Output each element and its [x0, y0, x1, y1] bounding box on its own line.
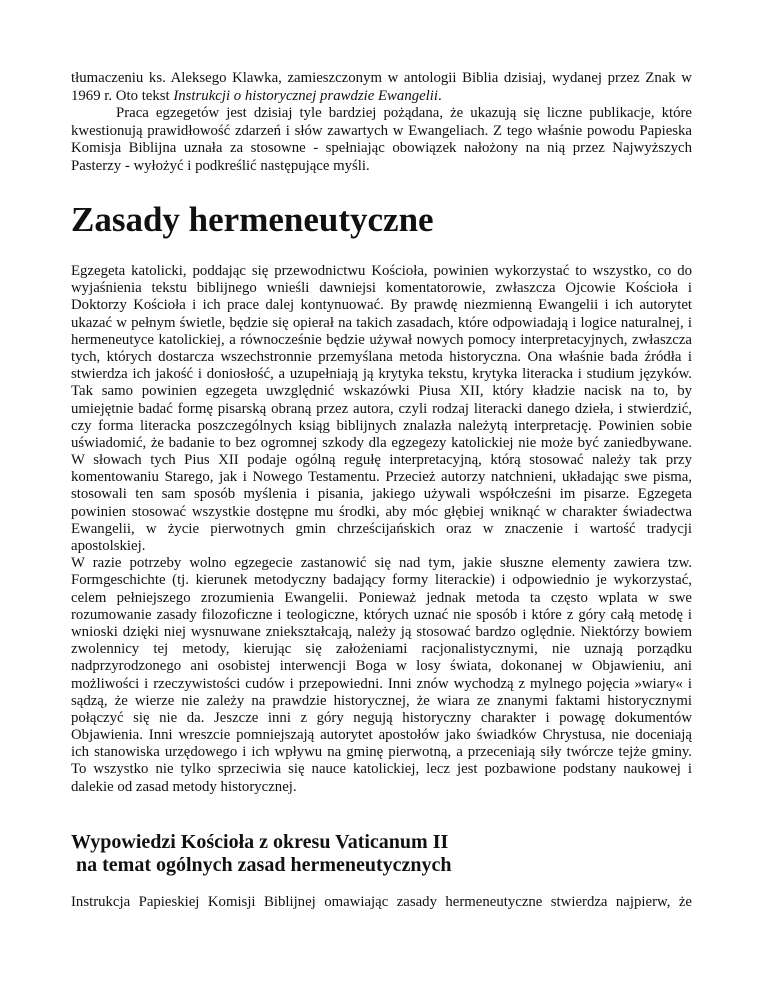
paragraph — [71, 894, 692, 911]
text-run: Tak samo powinien egzegeta uwzględnić wskazówki Piusa XII, który kładzie nacisk na to, by — [71, 383, 692, 400]
text-line — [71, 401, 692, 418]
text-line — [71, 676, 692, 693]
text-line — [71, 504, 692, 521]
text-line — [71, 158, 692, 176]
text-run: zwolennicy tej metody, kierując się założeniami racjonalistycznymi, nie uznają porządku — [71, 641, 692, 658]
text-line — [71, 555, 692, 572]
text-line — [71, 435, 692, 452]
italic-title: Instrukcji o historycznej prawdzie Ewangelii — [173, 87, 439, 104]
section-heading-zasady-hermeneutyczne: Zasady hermeneutyczne — [71, 200, 434, 239]
text-run: celem pełniejszego zrozumienia Ewangelii. Ponieważ jednak metoda ta często wplata w swe — [71, 589, 692, 606]
text-run: Komisja Biblijna uznała za stosowne - spełniając obowiązek nałożony na nią przez Najwyższych — [71, 140, 692, 157]
paragraph — [71, 555, 692, 796]
text-line — [71, 521, 692, 538]
text-line — [71, 469, 692, 486]
text-run: hermeneutyce katolickiej, a równocześnie będzie używał nowych pomocy interpretacyjnych, zwłaszcza — [71, 331, 692, 348]
text-run: stosowali ten sam sposób myślenia i pisania, jakiego używali współcześni im pisarze. Egzegeta — [71, 486, 692, 503]
text-line — [71, 710, 692, 727]
text-run: W razie potrzeby wolno egzegecie zastanowić się nad tym, jakie słuszne elementy zawiera tzw. — [71, 555, 692, 572]
text-run: To wszystko nie tylko sprzeciwia się nauce katolickiej, lecz jest pozbawione podstany naukowej i — [71, 761, 692, 778]
text-run: kwestionują prawidłowość zdarzeń i słów zawartych w Ewangeliach. Z tego właśnie powodu Papieska — [71, 122, 692, 139]
text-run: rozumowanie zasady filozoficzne i teologiczne, których uznać nie sposób i które z góry całą metodę i — [71, 606, 692, 623]
text-line — [71, 105, 692, 123]
body-section — [71, 263, 692, 796]
text-run: wnioski dzięki niej wysnuwane zniekształcają, należy ją stosować bardzo oględnie. Niektórzy bowiem — [71, 623, 692, 640]
text-line — [71, 572, 692, 589]
text-line — [71, 624, 692, 641]
text-run: 1969 r. Oto tekst — [71, 87, 174, 104]
text-line — [71, 383, 692, 400]
text-run: wyjaśnienia tekstu biblijnego wnieśli dawniejsi komentatorowie, zwłaszcza Ojcowie Kościoła i — [71, 280, 692, 297]
text-line — [71, 70, 692, 88]
text-run: Instrukcja Papieskiej Komisji Biblijnej omawiając zasady hermeneutyczne stwierdza najpierw, że — [71, 894, 692, 910]
text-line — [71, 486, 692, 503]
text-line — [71, 538, 692, 555]
text-line — [71, 693, 692, 710]
text-line — [71, 123, 692, 141]
text-line — [71, 349, 692, 366]
text-run: uświadomić, że badanie to bez ogromnej szkody dla egzegezy katolickiej nie może być zaniedbywane. — [71, 434, 692, 451]
text-line — [71, 658, 692, 675]
text-run: połączyć się nie da. Jeszcze inni z góry negują historyczny charakter i powagę dokumentów — [71, 709, 692, 726]
text-run: sądzą, że wierze nie zależy na prawdzie historycznej, że wiara ze znanymi faktami historycznymi — [71, 692, 692, 709]
text-run: czy forma literacka poszczególnych ksiąg biblijnych znalazła należytą interpretację. Powinien sobie — [71, 417, 692, 434]
paragraph — [71, 263, 692, 555]
text-line — [71, 140, 692, 158]
text-line — [71, 452, 692, 469]
text-run: powinien stosować wszystkie dostępne mu środki, aby móc głębiej wniknąć w charakter świadectwa — [71, 503, 692, 520]
text-run: nadprzyrodzonego ani osobistej interwencji Boga w losy świata, dokonanej w Objawieniu, ani — [71, 658, 692, 675]
text-run: Objawienia. Inni wreszcie pomniejszają autorytet apostołów jako świadków Chrystusa, nie doceniają — [71, 727, 692, 744]
text-line — [71, 641, 692, 658]
text-run: Praca egzegetów jest dzisiaj tyle bardziej pożądana, że ukazują się liczne publikacje, które — [116, 105, 692, 122]
text-run: tłumaczeniu ks. Aleksego Klawka, zamieszczonym w antologii Biblia dzisiaj, wydanej przez Znak w — [71, 70, 692, 86]
text-run: apostolskiej. — [71, 538, 146, 554]
text-line — [71, 590, 692, 607]
text-line — [71, 894, 692, 911]
text-run: W słowach tych Pius XII podaje ogólną regułę interpretacyjną, którą stosować należy tak przy — [71, 452, 692, 469]
text-line — [71, 418, 692, 435]
text-run: ich stanowiska urzędowego i ich wpływu na gminę pierwotną, a przeceniają siły twórcze tejże gminy. — [71, 744, 692, 761]
text-run: . — [438, 87, 442, 104]
text-line — [71, 315, 692, 332]
text-line — [71, 280, 692, 297]
text-line — [71, 263, 692, 280]
text-run: Doktorzy Kościoła i ich prace dalej kontynuować. By prawdę niezmienną Ewangelii i ich autorytet — [71, 297, 692, 314]
text-line — [71, 366, 692, 383]
text-line — [71, 88, 692, 106]
text-line — [71, 727, 692, 744]
text-line — [71, 744, 692, 761]
text-run: Formgeschichte (tj. kierunek metodyczny badający formy literackie) i odpowiednio je wykorzystać, — [71, 572, 692, 589]
final-section — [71, 894, 692, 911]
text-run: stwierdza ich jakość i doniosłość, a uzupełniają ją krytyka tekstu, krytyka literacka i studium języków. — [71, 366, 692, 383]
text-run: komentowaniu Starego, jak i Nowego Testamentu. Przecież autorzy natchnieni, układając swe pisma, — [71, 469, 692, 486]
text-run: Egzegeta katolicki, poddając się przewodnictwu Kościoła, powinien wykorzystać to wszystko, co do — [71, 263, 692, 279]
intro-section — [71, 70, 692, 176]
text-run: tych, których dostarcza wszechstronnie przemyślana metoda historyczna. Ona właśnie bada źródła i — [71, 348, 692, 365]
text-line — [71, 779, 692, 796]
section-heading-wypowiedzi-kosciola — [71, 831, 452, 877]
text-line — [71, 607, 692, 624]
text-run: ukazać w pełnym świetle, będzie się opierał na takich zasadach, które odpowiadają i logice naturalnej, i — [71, 314, 692, 331]
heading2-line2: na temat ogólnych zasad hermeneutycznych — [71, 854, 452, 876]
heading2-line1: Wypowiedzi Kościoła z okresu Vaticanum II — [71, 831, 449, 853]
text-run: Ewangelii, w życie pierwotnych gmin chrześcijańskich oraz w znaczenie i wartość tradycji — [71, 520, 692, 537]
text-line — [71, 332, 692, 349]
paragraph — [71, 70, 692, 105]
paragraph — [71, 105, 692, 175]
text-line — [71, 761, 692, 778]
text-run: możliwości i rzeczywistości cudów i przepowiedni. Inni znów wychodzą z mylnego pojęcia »wiary« i — [71, 675, 692, 692]
text-run: dalekie od zasad metody historycznej. — [71, 778, 297, 795]
text-run: umiejętnie badać formę pisarską obraną przez autora, czyli rodzaj literacki danego dzieła, i stwierdzić, — [71, 400, 692, 417]
text-line — [71, 297, 692, 314]
text-run: Pasterzy - wyłożyć i podkreślić następujące myśli. — [71, 157, 370, 174]
